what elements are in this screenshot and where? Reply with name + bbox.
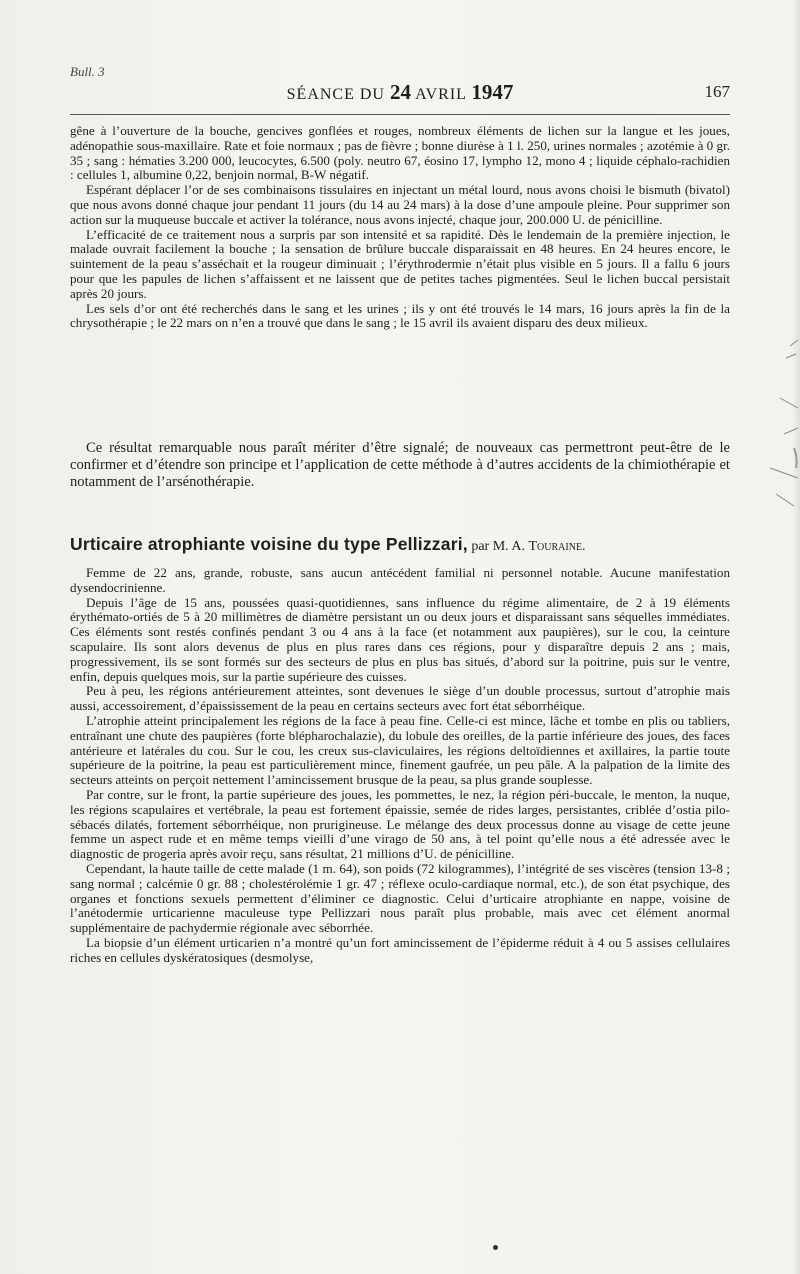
page-number: 167 xyxy=(704,82,730,101)
article-title-text: Urticaire atrophiante voisine du type Pellizzari, xyxy=(70,534,468,554)
print-dot xyxy=(493,1245,498,1250)
paragraph: gêne à l’ouverture de la bouche, gencives gonflées et rouges, nombreux éléments de lichen sur la langue et les joues, adénopathie sous-maxillaire. Rate et foie normaux ; pas de fièvre ; bonne diurèse à 1 l. 250, urines normales ; azotémie à 0 gr. 35 ; sang : hématies 3.200 000, leucocytes, 6.500 (poly. neutro 67, éosino 17, lympho 12, mono 4 ; liquide céphalo-rachidien : cellules 1, albumine 0,22, benjoin normal, B-W négatif. xyxy=(70,123,730,183)
section-conclusion xyxy=(70,440,730,490)
paragraph: La biopsie d’un élément urticarien n’a montré qu’un fort amincissement de l’épiderme réduit à 4 ou 5 assises cellulaires riches en cellules dyskératosiques (desmolyse, xyxy=(70,934,730,965)
header-rule xyxy=(70,114,730,115)
seance-month: AVRIL xyxy=(415,86,467,103)
seance-prefix: SÉANCE DU xyxy=(286,86,385,103)
page-edge-shadow xyxy=(792,0,800,1274)
paragraph: Femme de 22 ans, grande, robuste, sans aucun antécédent familial ni personnel notable. Aucune manifestation dysendocrinienne. xyxy=(70,565,730,595)
paragraph: Ce résultat remarquable nous paraît mériter d’être signalé; de nouveaux cas permettront peut-être de le confirmer et d’étendre son principe et l’application de cette méthode à d’autres accidents de la chimiothérapie et notamment de l’arsénothérapie. xyxy=(70,440,730,490)
paragraph: Les sels d’or ont été recherchés dans le sang et les urines ; ils y ont été trouvés le 14 mars, 16 jours après la fin de la chrysothérapie ; le 22 mars on n’en a trouvé que dans le sang ; le 15 avril ils avaient disparu des deux milieux. xyxy=(70,300,730,331)
running-head xyxy=(0,80,800,105)
seance-day: 24 xyxy=(389,80,411,104)
paragraph: Peu à peu, les régions antérieurement atteintes, sont devenues le siège d’un double processus, surtout d’atrophie mais aussi, accessoirement, d’épaississement de la peau en certains secteurs avec fort état séborrhéique. xyxy=(70,683,730,714)
article-by: par M. A. xyxy=(471,539,525,554)
section-continued-case xyxy=(70,124,730,331)
paragraph: Depuis l’âge de 15 ans, poussées quasi-quotidiennes, sans influence du régime alimentaire, de 2 à 19 éléments érythémato-ortiés de 5 à 20 millimètres de diamètre persistant un ou deux jours et disparaissant sans séquelles immédiates. Ces éléments sont restés confinés pendant 3 ou 4 ans à la face (et notamment aux paupières), sur le cou, la ceinture scapulaire. Ils sont alors devenus de plus en plus rares dans ces régions, pour y disparaître depuis 2 ans ; mais, progressivement, ils se sont formés sur des secteurs de plus en plus bas situés, d’abord sur la poitrine, puis sur le ventre, enfin, depuis quelques mois, sur la partie supérieure des cuisses. xyxy=(70,594,730,684)
paragraph: Cependant, la haute taille de cette malade (1 m. 64), son poids (72 kilogrammes), l’intégrité de ses viscères (tension 13-8 ; sang normal ; calcémie 0 gr. 88 ; cholestérolémie 1 gr. 47 ; réflexe oculo-cardiaque normal, etc.), de son état psychique, des organes et fonctions sexuels permettent d’éliminer ce diagnostic. Celui d’urticaire atrophiante en nappe, voisine de l’anétodermie urticarienne maculeuse type Pellizzari nous paraît plus probable, mais avec cet élément anormal supplémentaire de pachydermie régionale avec séborrhée. xyxy=(70,860,730,936)
seance-year: 1947 xyxy=(471,80,514,104)
bulletin-label: Bull. 3 xyxy=(70,64,105,79)
section-urticaire-case xyxy=(70,566,730,966)
binding-damage-marks xyxy=(750,338,800,518)
paragraph: Par contre, sur le front, la partie supérieure des joues, les pommettes, le nez, la région péri-buccale, le menton, la nuque, les régions scapulaires et vertébrale, la peau est fortement épaissie, semée de rides larges, persistantes, criblée d’ostia pilo-sébacés dilatés, fortement séborrhéique, non prurigineuse. Le mélange des deux processus donne au visage de cette jeune femme un aspect rude et en même temps vieilli d’une virago de 50 ans, à tel point qu’elle nous a été adressée avec le diagnostic de progeria après avoir reçu, sans résultat, 21 millions d’U. de pénicilline. xyxy=(70,786,730,862)
article-title xyxy=(70,534,730,555)
paragraph: Espérant déplacer l’or de ses combinaisons tissulaires en injectant un métal lourd, nous avons choisi le bismuth (bivatol) que nous avons donné chaque jour pendant 11 jours (du 14 au 24 mars) à la dose d’une ampoule pleine. Pour supprimer son action sur la muqueuse buccale et activer la tolérance, nous avons injecté, chaque jour, 200.000 U. de pénicilline. xyxy=(70,182,730,227)
paragraph: L’efficacité de ce traitement nous a surpris par son intensité et sa rapidité. Dès le lendemain de la première injection, le malade ouvrait facilement la bouche ; la sensation de brûlure buccale disparaissait en 48 heures. En 24 heures encore, le suintement de la peau s’asséchait et la rougeur diminuait ; l’érythrodermie n’était plus visible en 5 jours. Il a fallu 6 jours pour que les papules de lichen s’affaissent et ne laissent que de petites taches pigmentées. Seul le lichen buccal persistait après 20 jours. xyxy=(70,226,730,301)
article-author: Touraine. xyxy=(528,539,586,554)
paragraph: L’atrophie atteint principalement les régions de la face à peau fine. Celle-ci est mince, lâche et tombe en plis ou tabliers, entraînant une chute des paupières (forte blépharochalazie), du lobule des oreilles, de la partie inférieure des joues, des faces antérieure et latérales du cou. Sur le cou, les creux sus-claviculaires, les régions deltoïdiennes et axillaires, la partie toute supérieure de la poitrine, la peau est particulièrement mince, finement gaufrée, un peu pâle. A la palpation de la limite des secteurs atteints on perçoit nettement l’amincissement brusque de la peau, sa plus grande souplesse. xyxy=(70,712,730,788)
